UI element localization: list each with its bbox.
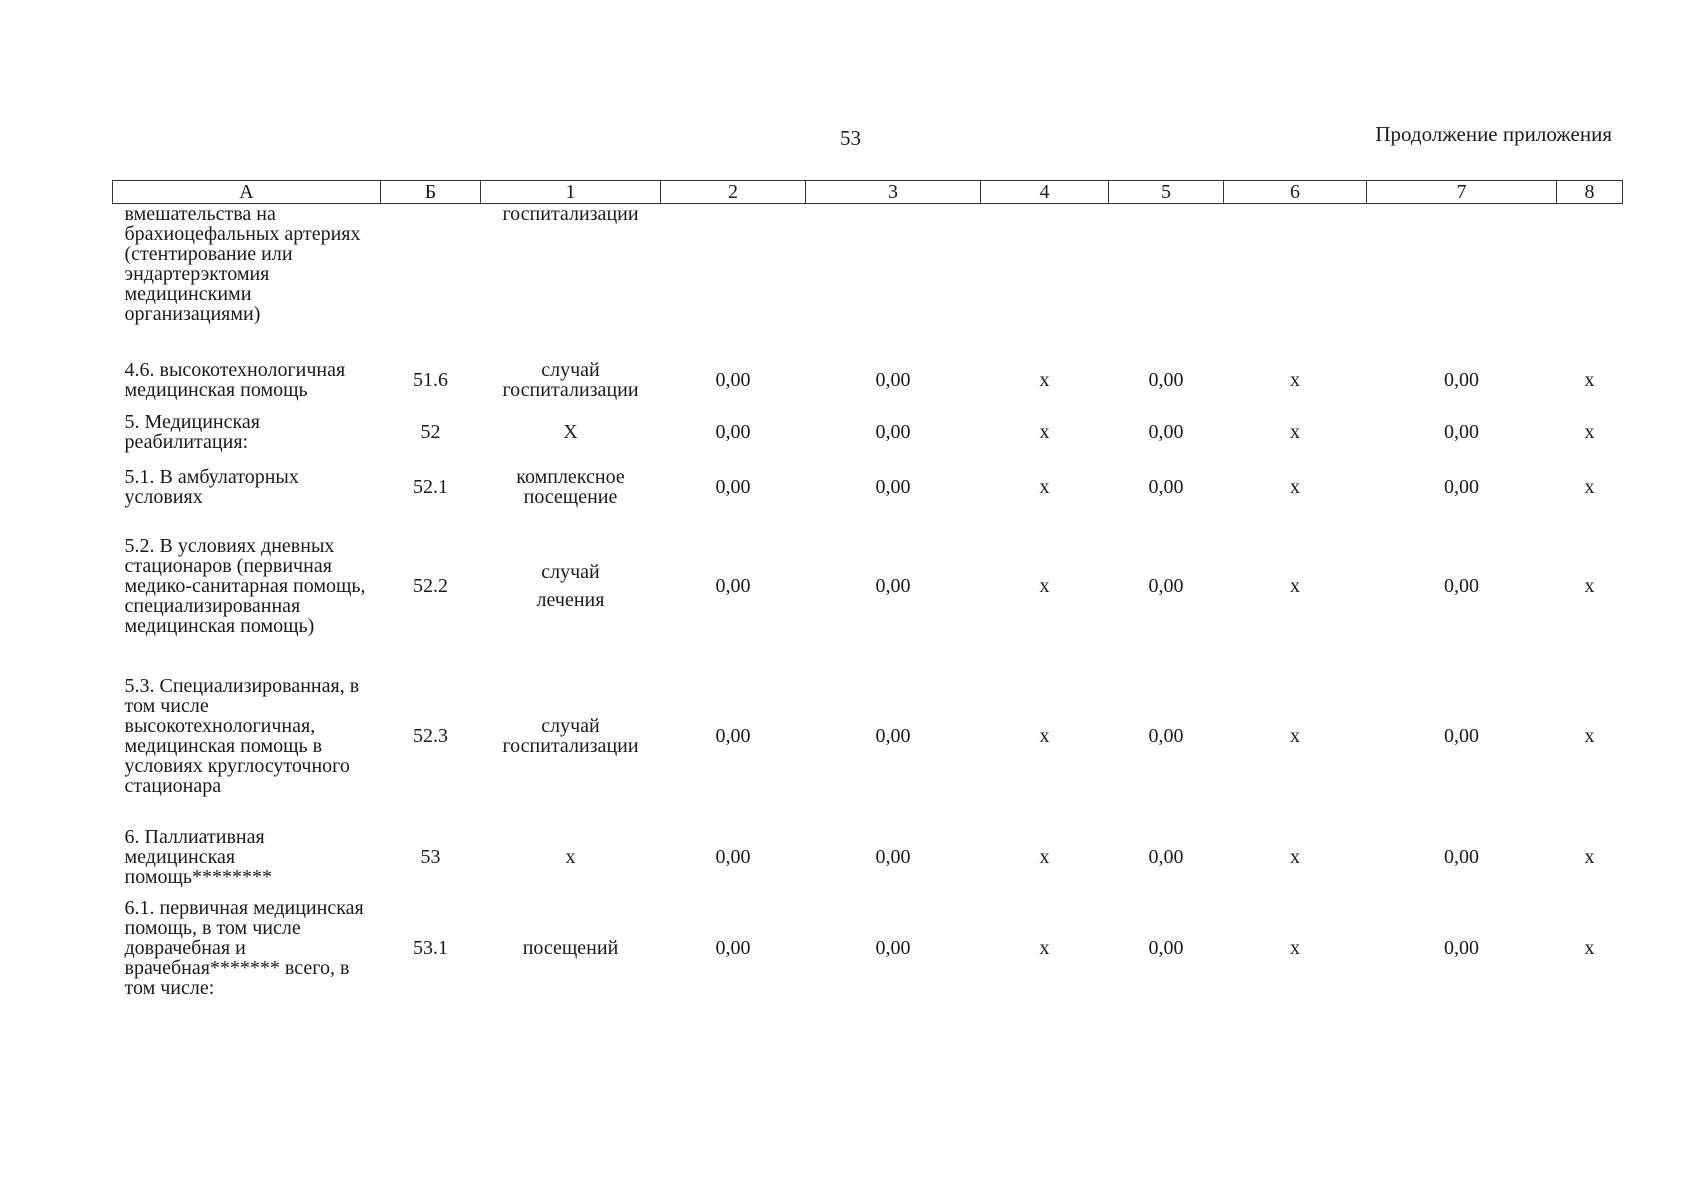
data-table [112,180,1622,998]
cell-value: 0,00 [875,725,911,747]
cell-value: х [1290,937,1300,959]
cell-value: х [1039,937,1050,959]
cell-value: 0,00 [1444,476,1479,498]
column-header: 1 [481,181,661,204]
cell-value: 0,00 [1444,846,1479,868]
cell-value: х [1584,421,1595,443]
table-row [113,816,1623,898]
page-number: 53 [840,126,861,150]
cell-value: х [1584,575,1595,597]
cell-value: 0,00 [875,369,911,391]
cell-value: 0,00 [715,476,751,498]
cell-value: 0,00 [715,725,751,747]
column-header: 6 [1224,181,1367,204]
cell-value: 0,00 [715,421,751,443]
cell-value: х [1039,421,1050,443]
table-row [113,204,1623,355]
cell-value: х [1290,846,1300,868]
row-code: 51.6 [413,369,448,391]
table-row [113,458,1623,516]
row-name: 5. Медицинская реабилитация: [124,411,260,453]
cell-value [1367,204,1557,355]
row-code: 53 [420,846,441,868]
row-name: вмешательства на брахиоцефальных артериях (стентирование или эндартерэктомия медицинскими организациями) [124,203,361,325]
row-code: 52.2 [413,575,448,597]
table [112,180,1623,998]
cell-value: х [1039,476,1050,498]
cell-value [1224,204,1367,355]
cell-value: 0,00 [875,575,911,597]
row-name: 5.3. Специализированная, в том числе высокотехнологичная, медицинская помощь в условиях круглосуточного стационара [124,675,360,797]
column-header: 8 [1557,181,1623,204]
cell-value [981,204,1109,355]
row-unit [481,516,661,656]
table-body [113,204,1623,999]
header-row [113,181,1623,204]
row-name: 6.1. первичная медицинская помощь, в том числе доврачебная и врачебная******* всего, в том числе: [124,897,364,999]
cell-value: 0,00 [1148,421,1184,443]
row-unit: случай госпитализации [502,359,639,401]
column-header: А [113,181,381,204]
cell-value: х [1039,725,1050,747]
cell-value: 0,00 [1148,937,1184,959]
continuation-label: Продолжение приложения [1375,122,1612,146]
cell-value: 0,00 [715,575,751,597]
row-code: 53.1 [413,937,448,959]
cell-value: 0,00 [1444,369,1479,391]
cell-value: х [1039,369,1050,391]
cell-value: 0,00 [875,476,911,498]
cell-value: 0,00 [715,369,751,391]
table-header [113,181,1623,204]
row-unit: комплексное посещение [516,466,625,508]
cell-value: х [1584,476,1595,498]
cell-value [806,204,981,355]
column-header: Б [381,181,481,204]
table-row [113,406,1623,458]
column-header: 5 [1109,181,1224,204]
cell-value [661,204,806,355]
row-code: 52.3 [413,725,448,747]
cell-value: х [1290,369,1300,391]
column-header: 7 [1367,181,1557,204]
cell-value: 0,00 [715,846,751,868]
cell-value: х [1039,575,1050,597]
row-unit: посещений [522,937,619,959]
cell-value: х [1290,725,1300,747]
cell-value: х [1290,575,1300,597]
cell-value: 0,00 [875,421,911,443]
row-name: 5.1. В амбулаторных условиях [124,466,299,508]
table-row [113,516,1623,656]
row-unit: госпитализации [502,203,639,225]
cell-value: 0,00 [715,937,751,959]
row-unit-line: лечения [536,589,605,611]
table-row [113,898,1623,998]
cell-value: х [1584,725,1595,747]
cell-value: х [1584,369,1595,391]
row-unit: Х [563,421,578,443]
cell-value [1557,204,1623,355]
cell-value: 0,00 [1148,369,1184,391]
cell-value: х [1039,846,1050,868]
cell-value: х [1290,421,1300,443]
row-unit-line: случай [541,561,600,583]
cell-value: 0,00 [1148,725,1184,747]
cell-value: 0,00 [1444,575,1479,597]
column-header: 2 [661,181,806,204]
cell-value: 0,00 [875,937,911,959]
row-code [381,204,481,355]
cell-value: 0,00 [1444,725,1479,747]
cell-value: 0,00 [1444,937,1479,959]
cell-value: 0,00 [1444,421,1479,443]
cell-value: 0,00 [875,846,911,868]
column-header: 4 [981,181,1109,204]
cell-value [1109,204,1224,355]
row-name: 4.6. высокотехнологичная медицинская помощь [124,359,346,401]
row-name: 5.2. В условиях дневных стационаров (первичная медико-санитарная помощь, специализированная медицинская помощь) [124,535,366,637]
cell-value: 0,00 [1148,575,1184,597]
cell-value: х [1584,846,1595,868]
cell-value: х [1584,937,1595,959]
row-code: 52 [420,421,441,443]
cell-value: х [1290,476,1300,498]
table-row [113,656,1623,816]
row-unit: х [565,846,576,868]
table-row [113,354,1623,406]
row-code: 52.1 [413,476,448,498]
cell-value: 0,00 [1148,476,1184,498]
cell-value: 0,00 [1148,846,1184,868]
column-header: 3 [806,181,981,204]
row-name: 6. Паллиативная медицинская помощь******** [124,826,272,888]
row-unit: случай госпитализации [502,715,639,757]
